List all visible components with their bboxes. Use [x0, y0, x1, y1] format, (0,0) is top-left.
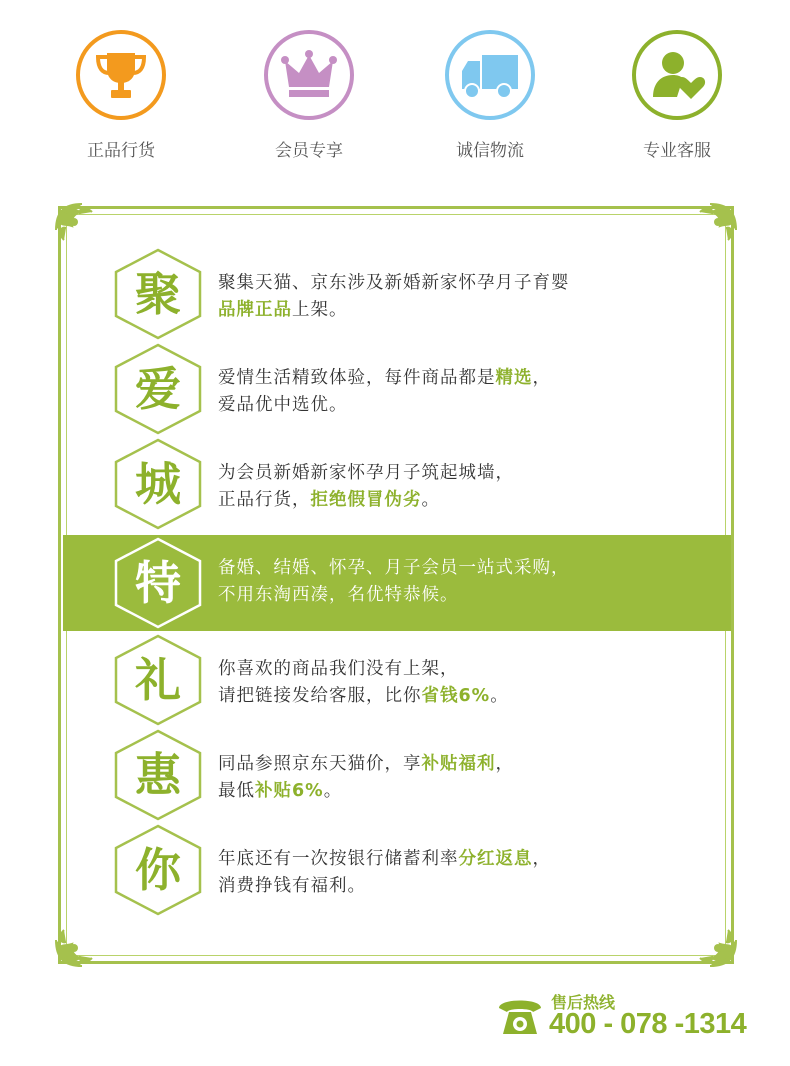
- hotline-label: 售后热线: [551, 993, 616, 1012]
- feature-row: [0, 729, 790, 821]
- hexagon-badge: [114, 824, 202, 916]
- ornament-corner-icon: [682, 912, 740, 970]
- hexagon-badge: [114, 248, 202, 340]
- trophy-icon: [76, 30, 166, 120]
- row-text: 爱情生活精致体验，每件商品都是精选， 爱品优中选优。: [218, 368, 551, 415]
- row-text: 你喜欢的商品我们没有上架， 请把链接发给客服，比你省钱6%。: [218, 659, 509, 706]
- feature-row: [0, 343, 790, 435]
- feature-label: 专业客服: [643, 141, 711, 161]
- badge-char: 礼: [135, 653, 181, 707]
- badge-char: 你: [135, 843, 181, 897]
- row-text: 聚集天猫、京东涉及新婚新家怀孕月子育婴 品牌正品上架。: [218, 273, 570, 320]
- hexagon-badge: [114, 343, 202, 435]
- badge-char: 特: [135, 556, 181, 610]
- feature-member: [224, 30, 394, 161]
- feature-genuine: [36, 30, 206, 161]
- ornament-corner-icon: [52, 912, 110, 970]
- feature-row: [0, 824, 790, 916]
- badge-char: 城: [135, 457, 181, 511]
- hexagon-badge: [114, 634, 202, 726]
- row-text: 备婚、结婚、怀孕、月子会员一站式采购， 不用东淘西凑，名优特恭候。: [218, 558, 570, 605]
- badge-char: 聚: [135, 267, 181, 321]
- telephone-icon: [495, 994, 545, 1038]
- features-bar: [0, 30, 790, 180]
- feature-label: 正品行货: [87, 141, 155, 161]
- hotline-number[interactable]: 400 - 078 -1314: [549, 1008, 747, 1040]
- feature-logistics: [405, 30, 575, 161]
- row-text: 年底还有一次按银行储蓄利率分红返息， 消费挣钱有福利。: [218, 849, 551, 896]
- badge-char: 爱: [135, 362, 181, 416]
- hexagon-badge: [114, 438, 202, 530]
- hexagon-badge: [114, 537, 202, 629]
- badge-char: 惠: [135, 748, 181, 802]
- feature-row-highlight: [63, 535, 731, 631]
- feature-row: [0, 248, 790, 340]
- row-text: 为会员新婚新家怀孕月子筑起城墙， 正品行货，拒绝假冒伪劣。: [218, 463, 514, 510]
- hexagon-badge: [114, 729, 202, 821]
- feature-row: [0, 634, 790, 726]
- hotline: [495, 990, 755, 1050]
- customer-heart-icon: [632, 30, 722, 120]
- feature-service: [592, 30, 762, 161]
- crown-icon: [264, 30, 354, 120]
- feature-label: 诚信物流: [456, 141, 524, 161]
- feature-row: [0, 438, 790, 530]
- row-text: 同品参照京东天猫价，享补贴福利， 最低补贴6%。: [218, 754, 514, 801]
- truck-icon: [445, 30, 535, 120]
- feature-label: 会员专享: [275, 141, 343, 161]
